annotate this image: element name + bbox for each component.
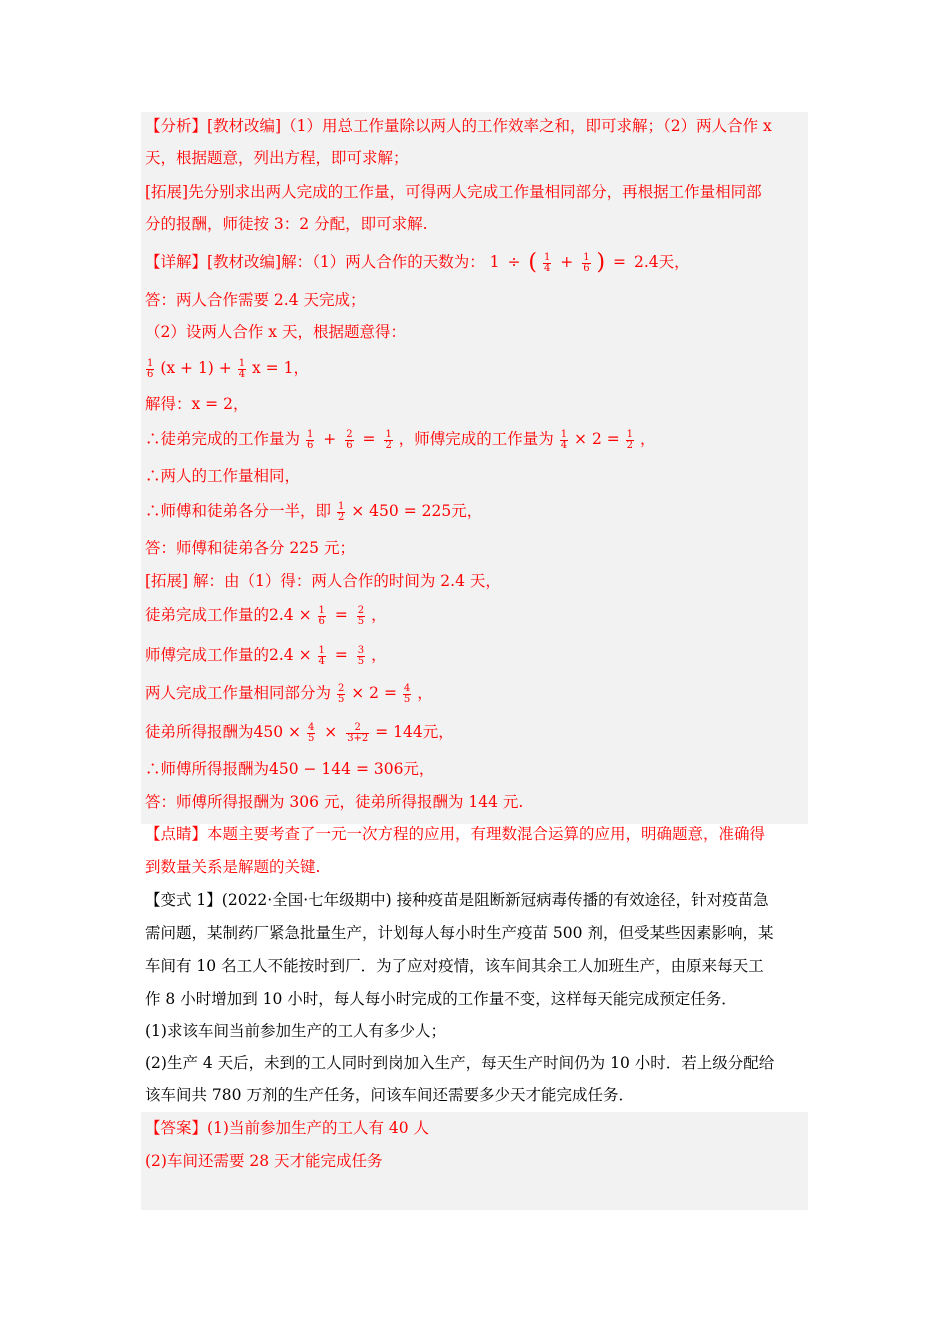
- fraction-denominator: 6: [346, 439, 353, 451]
- detail-line-1-text: 【详解】[教材改编]解：（1）两人合作的天数为：: [145, 253, 485, 271]
- fraction-denominator: 6: [318, 615, 325, 627]
- fraction-denominator: 2: [337, 511, 345, 523]
- detail-line-6: [145, 428, 810, 451]
- variant-line-4: 作 8 小时增加到 10 小时，每人每小时完成的工作量不变，这样每天能完成预定任务．: [145, 990, 737, 1008]
- fraction-denominator: 5: [357, 615, 365, 627]
- fraction-denominator: 3+2: [347, 732, 369, 744]
- math-fraction: [238, 359, 246, 380]
- fraction-denominator: 6: [583, 262, 590, 274]
- fraction-numerator: 1: [560, 428, 568, 440]
- variant-question-2a: (2)生产 4 天后，未到的工人同时到岗加入生产，每天生产时间仍为 10 小时．若上级分配给: [145, 1054, 775, 1072]
- detail-line-3: （2）设两人合作 x 天，根据题意得：: [145, 323, 406, 341]
- math-paren-open: (: [528, 250, 537, 275]
- analysis-line-1: 【分析】[教材改编]（1）用总工作量除以两人的工作效率之和，即可求解；（2）两人合作 x: [145, 117, 772, 135]
- math-operator: ÷: [507, 253, 521, 271]
- math-operator: =: [362, 430, 376, 448]
- math-operator: +: [323, 430, 337, 448]
- extension-line-3-text: 师傅完成工作量的2.4 ×: [145, 646, 312, 664]
- fraction-numerator: 2: [346, 428, 353, 440]
- fraction-numerator: 1: [385, 428, 392, 440]
- math-fraction: [357, 646, 365, 667]
- math-fraction: [346, 723, 369, 744]
- math-operator: =: [613, 253, 627, 271]
- fraction-denominator: 5: [403, 693, 411, 705]
- variant-question-2b: 该车间共 780 万剂的生产任务，问该车间还需要多少天才能完成任务．: [145, 1086, 634, 1104]
- fraction-numerator: 1: [583, 251, 590, 263]
- detail-line-1: [145, 251, 810, 274]
- math-expression: × 2 =: [351, 684, 397, 702]
- fraction-denominator: 5: [337, 693, 345, 705]
- fraction-denominator: 4: [318, 655, 325, 667]
- detail-line-7: ∴两人的工作量相同，: [145, 467, 301, 485]
- fraction-numerator: 2: [337, 682, 345, 694]
- fraction-denominator: 4: [238, 368, 246, 380]
- extension-line-5: [145, 721, 810, 744]
- fraction-numerator: 1: [318, 604, 325, 616]
- math-operator: =: [334, 646, 348, 664]
- answer-line-2: (2)车间还需要 28 天才能完成任务: [145, 1152, 383, 1170]
- extension-line-6: ∴师傅所得报酬为450 − 144 = 306元，: [145, 760, 435, 778]
- detail-line-8-text: ∴师傅和徒弟各分一半，即: [145, 502, 332, 520]
- fraction-numerator: 1: [306, 428, 314, 440]
- variant-line-2: 需问题，某制药厂紧急批量生产，计划每人每小时生产疫苗 500 剂，但受某些因素影响，某: [145, 924, 774, 942]
- extension-line-5-text: 徒弟所得报酬为450 ×: [145, 723, 301, 741]
- math-fraction: [318, 606, 326, 627]
- fraction-denominator: 6: [147, 368, 154, 380]
- math-expression: x = 1，: [252, 359, 309, 377]
- comment-line-2: 到数量关系是解题的关键.: [145, 858, 321, 876]
- fraction-numerator: 1: [543, 251, 551, 263]
- math-expression: = 144元，: [375, 723, 454, 741]
- fraction-denominator: 6: [306, 439, 314, 451]
- math-expression: (x + 1) +: [160, 359, 232, 377]
- analysis-line-3: [拓展]先分别求出两人完成的工作量，可得两人完成工作量相同部分，再根据工作量相同部: [145, 183, 762, 201]
- extension-line-7: 答：师傅所得报酬为 306 元，徒弟所得报酬为 144 元.: [145, 793, 524, 811]
- fraction-numerator: 1: [147, 357, 154, 369]
- math-fraction: [543, 253, 551, 274]
- comment-line-1: 【点睛】本题主要考查了一元一次方程的应用，有理数混合运算的应用，明确题意，准确得: [145, 825, 766, 843]
- fraction-denominator: 2: [385, 439, 392, 451]
- fraction-numerator: 1: [318, 644, 325, 656]
- math-fraction: [307, 723, 315, 744]
- fraction-numerator: 1: [626, 428, 634, 440]
- detail-line-4: [145, 357, 810, 380]
- math-operator: ×: [324, 723, 338, 741]
- math-fraction: [306, 430, 314, 451]
- fraction-denominator: 2: [626, 439, 634, 451]
- extension-line-4: [145, 682, 810, 705]
- fraction-numerator: 3: [357, 644, 365, 656]
- fraction-denominator: 5: [307, 732, 315, 744]
- fraction-numerator: 2: [357, 604, 365, 616]
- detail-line-6-text: ，师傅完成的工作量为: [398, 430, 554, 448]
- math-fraction: [146, 359, 154, 380]
- analysis-line-2: 天，根据题意，列出方程，即可求解；: [145, 149, 409, 167]
- math-fraction: [337, 684, 345, 705]
- punctuation: ，: [371, 606, 387, 624]
- math-expression: × 450 = 225元，: [351, 502, 483, 520]
- detail-line-8: [145, 500, 810, 523]
- extension-line-3: [145, 644, 810, 667]
- math-paren-close: ): [596, 250, 606, 275]
- fraction-numerator: 1: [337, 500, 345, 512]
- fraction-numerator: 4: [307, 721, 315, 733]
- variant-question-1: (1)求该车间当前参加生产的工人有多少人；: [145, 1022, 446, 1040]
- extension-line-1: [拓展] 解：由（1）得：两人合作的时间为 2.4 天，: [145, 572, 501, 590]
- punctuation: ，: [417, 684, 433, 702]
- extension-line-4-text: 两人完成工作量相同部分为: [145, 684, 332, 702]
- math-expression: × 2 =: [574, 430, 620, 448]
- math-fraction: [560, 430, 568, 451]
- punctuation: ，: [639, 430, 656, 448]
- fraction-numerator: 1: [238, 357, 246, 369]
- fraction-denominator: 4: [543, 262, 551, 274]
- extension-line-2-text: 徒弟完成工作量的2.4 ×: [145, 606, 312, 624]
- fraction-numerator: 2: [346, 723, 369, 734]
- math-result: 2.4天，: [633, 253, 690, 271]
- math-fraction: [582, 253, 590, 274]
- detail-line-6-text: ∴徒弟完成的工作量为: [145, 430, 301, 448]
- detail-line-5: 解得：x = 2，: [145, 395, 249, 413]
- detail-line-9: 答：师傅和徒弟各分 225 元；: [145, 539, 355, 557]
- fraction-denominator: 5: [357, 655, 365, 667]
- math-operator: +: [560, 253, 574, 271]
- extension-line-2: [145, 604, 810, 627]
- math-fraction: [318, 646, 326, 667]
- math-fraction: [403, 684, 411, 705]
- math-fraction: [357, 606, 365, 627]
- variant-line-1: 【变式 1】(2022·全国·七年级期中) 接种疫苗是阻断新冠病毒传播的有效途径，针对疫苗急: [145, 891, 769, 909]
- math-fraction: [626, 430, 634, 451]
- math-operator: =: [334, 606, 348, 624]
- variant-line-3: 车间有 10 名工人不能按时到厂．为了应对疫情，该车间其余工人加班生产，由原来每天工: [145, 957, 764, 975]
- fraction-denominator: 4: [560, 439, 568, 451]
- math-fraction: [345, 430, 353, 451]
- answer-line-1: 【答案】(1)当前参加生产的工人有 40 人: [145, 1119, 430, 1137]
- detail-line-2: 答：两人合作需要 2.4 天完成；: [145, 291, 366, 309]
- math-fraction: [337, 502, 345, 523]
- fraction-numerator: 4: [403, 682, 411, 694]
- math-number: 1: [489, 253, 500, 271]
- math-fraction: [384, 430, 392, 451]
- analysis-line-4: 分的报酬，师徒按 3：2 分配，即可求解.: [145, 215, 428, 233]
- punctuation: ，: [371, 646, 387, 664]
